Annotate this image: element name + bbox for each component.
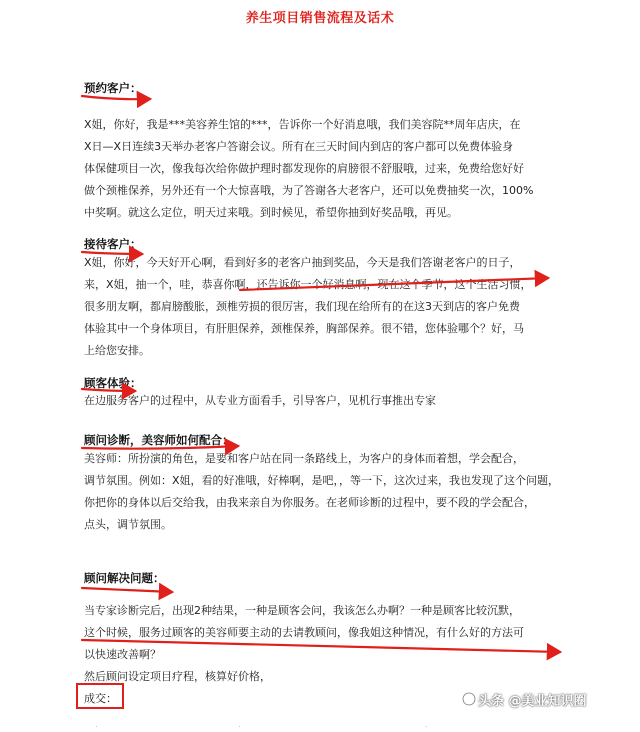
text-line: 成交： xyxy=(84,692,117,705)
text-line: 做个颈椎保养，另外还有一个大惊喜哦，为了答谢各大老客户，还可以免费抽奖一次，100% xyxy=(84,184,534,197)
watermark-text: 头条 @美业知识圈 xyxy=(478,694,587,709)
document-title: 养生项目销售流程及话术 xyxy=(245,11,395,26)
text-line: 美容师：所扮演的角色，是要和客户站在同一条路线上，为客户的身体而着想，学会配合， xyxy=(84,452,524,465)
arrow-mark xyxy=(82,252,142,254)
watermark-icon xyxy=(462,692,476,706)
heading-solution: 顾问解决问题： xyxy=(84,571,165,585)
arrow-mark xyxy=(82,640,560,652)
arrow-mark xyxy=(82,588,172,592)
heading-reception: 接待客户： xyxy=(84,237,142,251)
heading-diagnosis: 顾问诊断，美容师如何配合： xyxy=(84,433,234,447)
text-line: X姐，你好，今天好开心啊，看到好多的老客户抽到奖品，今天是我们答谢老客户的日子， xyxy=(84,256,521,269)
text-line: 然后顾问设定项目疗程，核算好价格， xyxy=(84,670,271,683)
arrow-mark xyxy=(82,389,135,391)
highlight-box xyxy=(76,683,124,709)
text-line: 体验其中一个身体项目，有肝胆保养，颈椎保养，胸部保养。很不错，您体验哪个？好，马 xyxy=(84,322,524,335)
text-line: 中奖啊。就这么定位，明天过来哦。到时候见，希望你抽到好奖品哦，再见。 xyxy=(84,206,458,219)
text-line: 调节氛围。例如：X姐，看的好准哦，好棒啊，是吧，，等一下，这次过来，我也发现了这个问题， xyxy=(84,474,560,487)
text-line: 你把你的身体以后交给我，由我来亲自为你服务。在老师诊断的过程中，要不段的学会配合， xyxy=(84,496,535,509)
heading-appointment: 预约客户： xyxy=(84,81,142,95)
arrow-mark xyxy=(82,96,150,99)
arrow-mark xyxy=(240,278,548,290)
text-line: 很多朋友啊，都肩膀酸胀，颈椎劳损的很厉害，我们现在给所有的在这3天到店的客户免费 xyxy=(84,300,520,313)
page-bottom-mask xyxy=(0,712,640,726)
text-line: 点头，调节氛围。 xyxy=(84,518,172,531)
text-line: 上给您安排。 xyxy=(84,344,150,357)
text-line: 在边服务客户的过程中，从专业方面看手，引导客户，见机行事推出专家 xyxy=(84,394,436,407)
text-line: 以快速改善啊？ xyxy=(84,648,161,661)
text-line: 当专家诊断完后，出现2种结果，一种是顾客会问，我该怎么办啊？一种是顾客比较沉默， xyxy=(84,604,520,617)
text-line: 这个时候，服务过顾客的美容师要主动的去请教顾问，像我姐这种情况，有什么好的方法可 xyxy=(84,626,524,639)
heading-experience: 顾客体验： xyxy=(84,376,142,390)
text-line: 来，X姐，抽一个，哇，恭喜你啊，还告诉你一个好消息啊，现在这个季节，这个生活习惯， xyxy=(84,278,532,291)
text-line: X姐，你好，我是***美容养生馆的***，告诉你一个好消息哦，我们美容院**周年店庆，在 xyxy=(84,118,521,131)
text-line: X日—X日连续3天举办老客户答谢会议。所有在三天时间内到店的客户都可以免费体验身 xyxy=(84,140,514,153)
text-line: 体保健项目一次，像我每次给你做护理时都发现你的肩膀很不舒服哦，过来，免费给您好好 xyxy=(84,162,524,175)
arrow-mark xyxy=(82,446,238,449)
